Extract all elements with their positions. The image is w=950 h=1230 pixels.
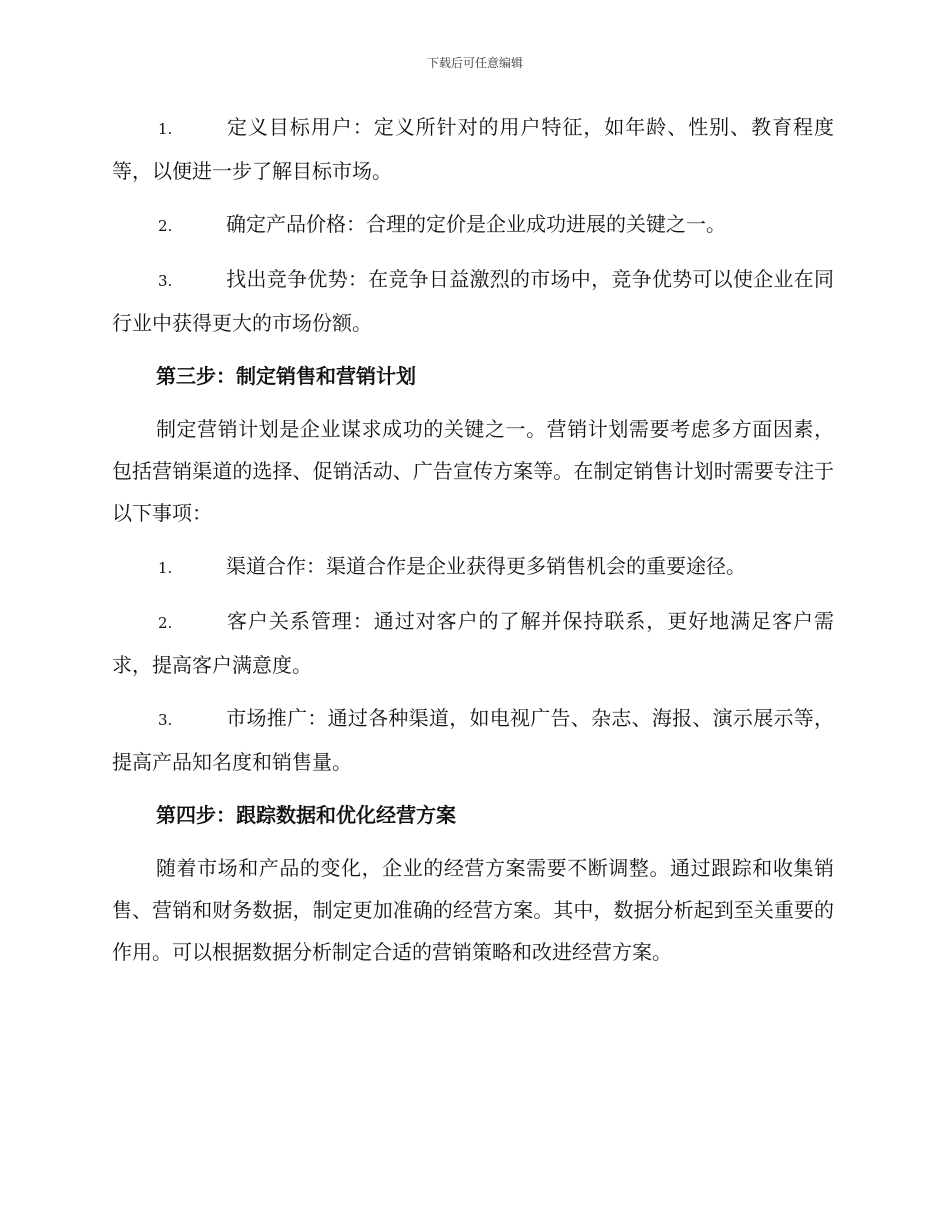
document-body (112, 106, 834, 984)
list-item-number: 1. (158, 559, 173, 577)
paragraph-step3: 制定营销计划是企业谋求成功的关键之一。营销计划需要考虑多方面因素，包括营销渠道的选择、促销活动、广告宣传方案等。在制定销售计划时需要专注于以下事项： (112, 417, 834, 525)
list-item (112, 697, 834, 783)
list-item-number: 3. (158, 272, 173, 290)
list-item-text: 市场推广：通过各种渠道，如电视广告、杂志、海报、演示展示等，提高产品知名度和销售量。 (112, 706, 834, 774)
list-item (112, 600, 834, 686)
page-header: 下载后可任意编辑 (426, 56, 523, 70)
list-item (112, 545, 834, 589)
paragraph-step4: 随着市场和产品的变化，企业的经营方案需要不断调整。通过跟踪和收集销售、营销和财务数据，制定更加准确的经营方案。其中，数据分析起到至关重要的作用。可以根据数据分析制定合适的营销策略和改进经营方案。 (112, 856, 834, 964)
list-item-text: 找出竞争优势：在竞争日益激烈的市场中，竞争优势可以使企业在同行业中获得更大的市场份额。 (112, 267, 834, 335)
list-item-number: 3. (158, 711, 173, 729)
list-item (112, 106, 834, 192)
list-item-text: 渠道合作：渠道合作是企业获得更多销售机会的重要途径。 (226, 554, 746, 578)
list-item-text: 客户关系管理：通过对客户的了解并保持联系，更好地满足客户需求，提高客户满意度。 (112, 609, 834, 677)
list-item-number: 1. (158, 120, 173, 138)
section-heading-step4: 第四步：跟踪数据和优化经营方案 (156, 803, 456, 827)
list-item-text: 定义目标用户：定义所针对的用户特征，如年龄、性别、教育程度等，以便进一步了解目标市场。 (112, 115, 834, 183)
list-item-number: 2. (158, 217, 173, 235)
list-item (112, 203, 834, 247)
section-heading-step3: 第三步：制定销售和营销计划 (156, 364, 416, 388)
list-item (112, 258, 834, 344)
list-item-number: 2. (158, 614, 173, 632)
list-item-text: 确定产品价格：合理的定价是企业成功进展的关键之一。 (226, 212, 726, 236)
